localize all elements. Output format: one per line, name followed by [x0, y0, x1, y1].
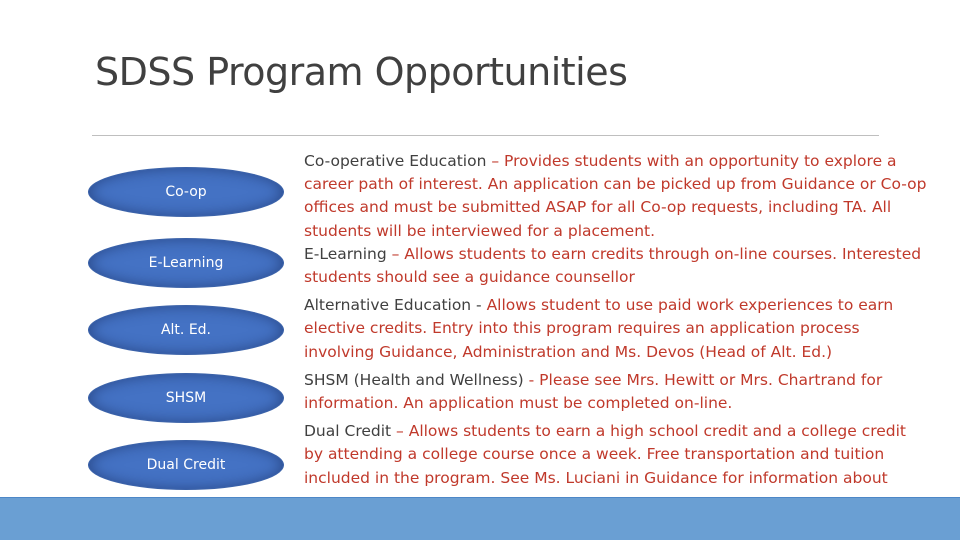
alted-description: [304, 294, 929, 364]
elearning-description: [304, 243, 929, 289]
program-label-shsm: SHSM: [165, 390, 207, 406]
title-divider: [92, 135, 879, 136]
elearning-name: E-Learning: [304, 244, 387, 263]
shsm-description: [304, 369, 929, 415]
program-label-dual: Dual Credit: [146, 457, 226, 473]
program-label-coop: Co-op: [165, 184, 207, 200]
shsm-name: SHSM (Health and Wellness): [304, 370, 524, 389]
dual-name: Dual Credit: [304, 422, 392, 441]
footer-band: [0, 498, 960, 540]
alted-name: Alternative Education -: [304, 296, 482, 315]
coop-name: Co-operative Education: [304, 152, 487, 170]
program-label-elearning: E-Learning: [148, 255, 224, 271]
program-coop-shape: [88, 167, 284, 217]
coop-text: – Provides students with an opportunity to explore a career path of interest. An application can be picked up from Guidance or Co-op offices and must be submitted ASAP for all Co-op requests, including TA. All students will be interviewed for a placement.: [304, 152, 927, 240]
program-alted-shape: [88, 305, 284, 355]
program-dual-shape: [88, 440, 284, 490]
dual-text: – Allows students to earn a high school credit and a college credit by attending a college course once a week. Free transportation and tuition included in the program. See Ms. Luciani in Guidance for information about: [304, 422, 907, 487]
elearning-text: – Allows students to earn credits through on-line courses. Interested students should see a guidance counsellor: [304, 244, 922, 287]
program-shsm-shape: [88, 373, 284, 423]
program-elearning-shape: [88, 238, 284, 288]
shsm-text: - Please see Mrs. Hewitt or Mrs. Chartrand for information. An application must be completed on-line.: [304, 370, 883, 413]
alted-text: Allows student to use paid work experiences to earn elective credits. Entry into this program requires an application process involving Guidance, Administration and Ms. Devos (Head of Alt. Ed.): [304, 296, 894, 361]
coop-description: [304, 150, 929, 243]
program-label-alted: Alt. Ed.: [160, 322, 212, 338]
program-descriptions: [304, 150, 929, 513]
slide-title: SDSS Program Opportunities: [95, 50, 628, 94]
